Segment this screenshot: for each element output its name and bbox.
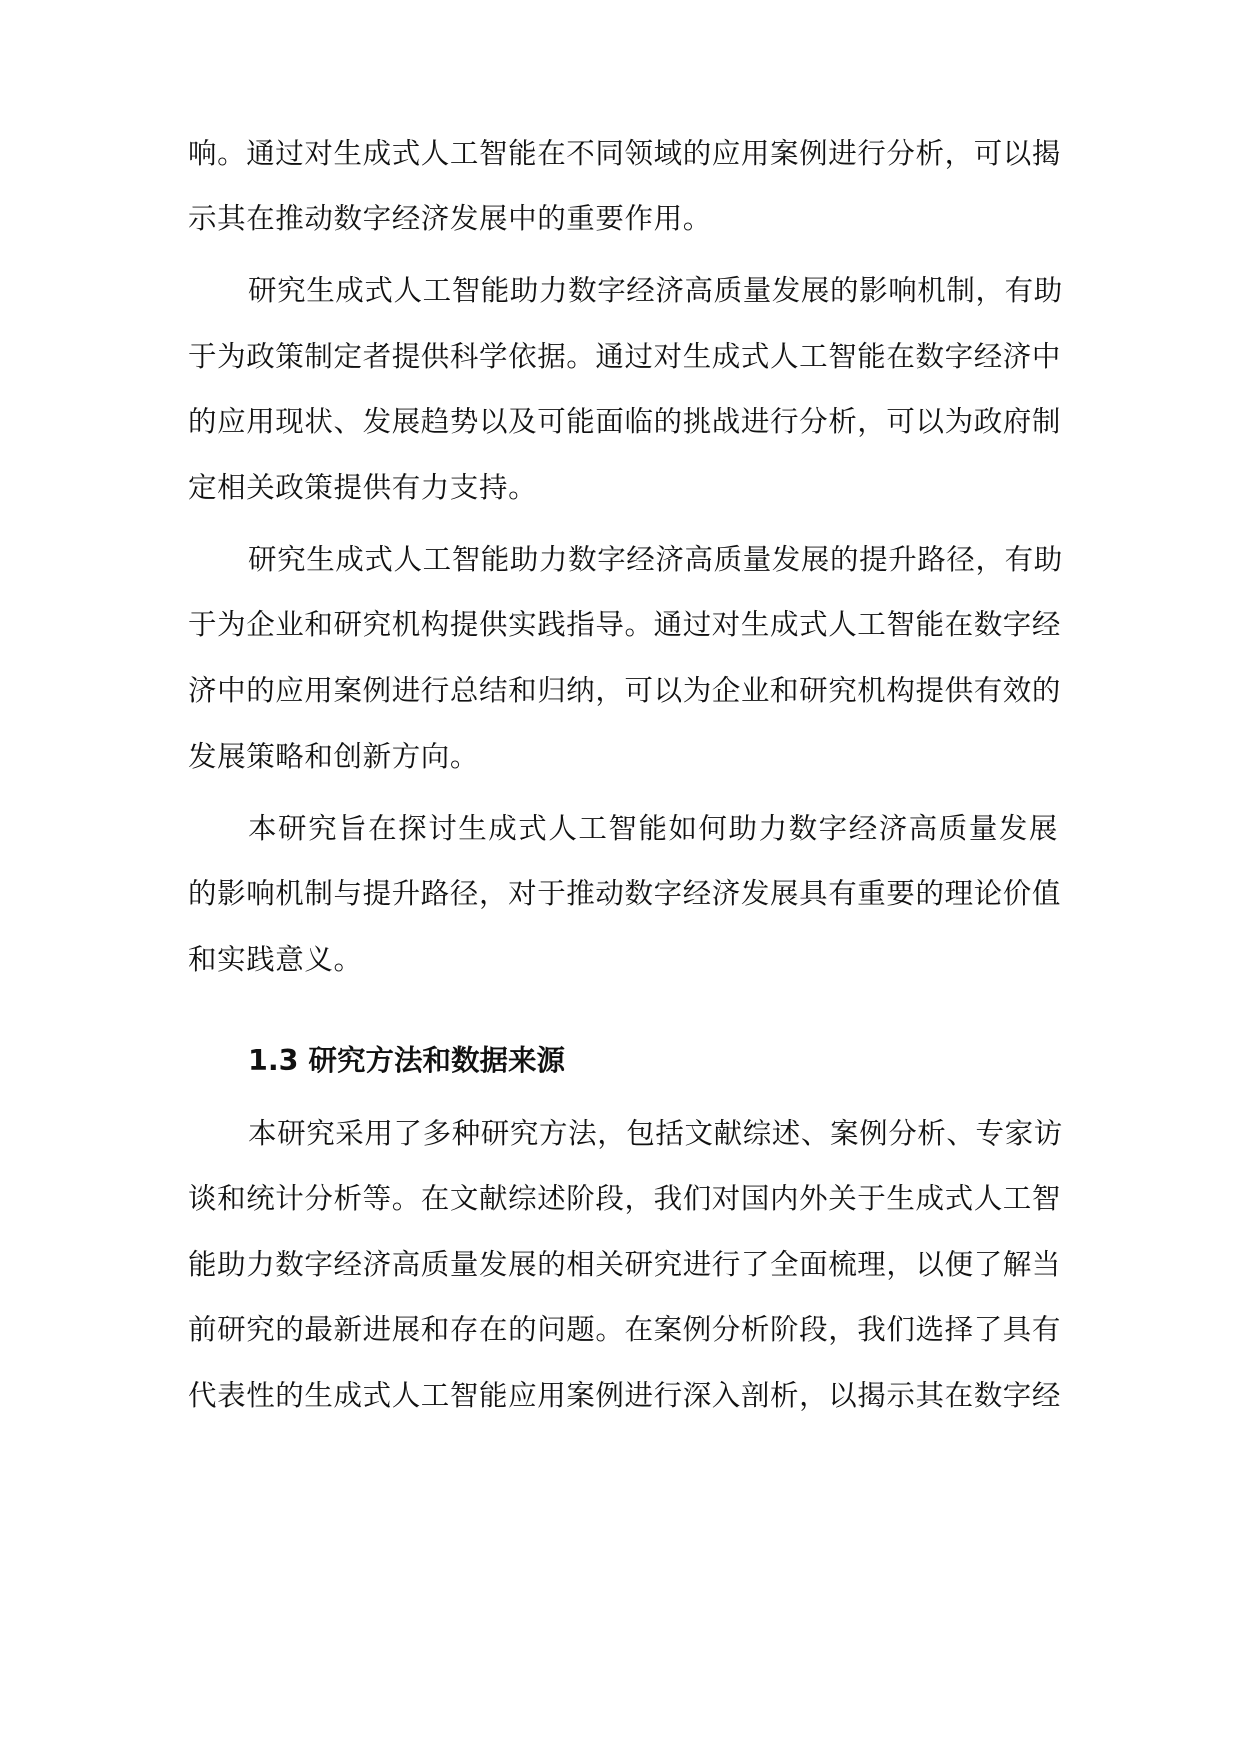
paragraph-line: 前研究的最新进展和存在的问题。在案例分析阶段，我们选择了具有 (188, 1313, 1062, 1346)
paragraph-line: 示其在推动数字经济发展中的重要作用。 (188, 202, 712, 235)
paragraph-line: 济中的应用案例进行总结和归纳，可以为企业和研究机构提供有效的 (188, 674, 1062, 707)
paragraph-line: 谈和统计分析等。在文献综述阶段，我们对国内外关于生成式人工智 (188, 1182, 1062, 1215)
paragraph-line: 发展策略和创新方向。 (188, 740, 480, 773)
section-heading (248, 1037, 565, 1085)
paragraph-line: 响。通过对生成式人工智能在不同领域的应用案例进行分析，可以揭 (188, 137, 1062, 170)
paragraph-line: 和实践意义。 (188, 943, 363, 976)
paragraph-line: 研究生成式人工智能助力数字经济高质量发展的影响机制，有助 (248, 274, 1063, 307)
paragraph-line: 于为企业和研究机构提供实践指导。通过对生成式人工智能在数字经 (188, 608, 1062, 641)
section-number: 1.3 (248, 1044, 299, 1077)
paragraph-line: 定相关政策提供有力支持。 (188, 471, 538, 504)
paragraph-line: 的应用现状、发展趋势以及可能面临的挑战进行分析，可以为政府制 (188, 405, 1062, 438)
paragraph-line: 本研究旨在探讨生成式人工智能如何助力数字经济高质量发展 (248, 812, 1058, 845)
paragraph-line: 的影响机制与提升路径，对于推动数字经济发展具有重要的理论价值 (188, 877, 1062, 910)
paragraph-line: 能助力数字经济高质量发展的相关研究进行了全面梳理，以便了解当 (188, 1248, 1062, 1281)
paragraph-line: 代表性的生成式人工智能应用案例进行深入剖析，以揭示其在数字经 (188, 1379, 1062, 1412)
section-title: 研究方法和数据来源 (308, 1044, 565, 1077)
paragraph-line: 于为政策制定者提供科学依据。通过对生成式人工智能在数字经济中 (188, 340, 1062, 373)
paragraph-line: 本研究采用了多种研究方法，包括文献综述、案例分析、专家访 (248, 1117, 1063, 1150)
paragraph-line: 研究生成式人工智能助力数字经济高质量发展的提升路径，有助 (248, 543, 1063, 576)
